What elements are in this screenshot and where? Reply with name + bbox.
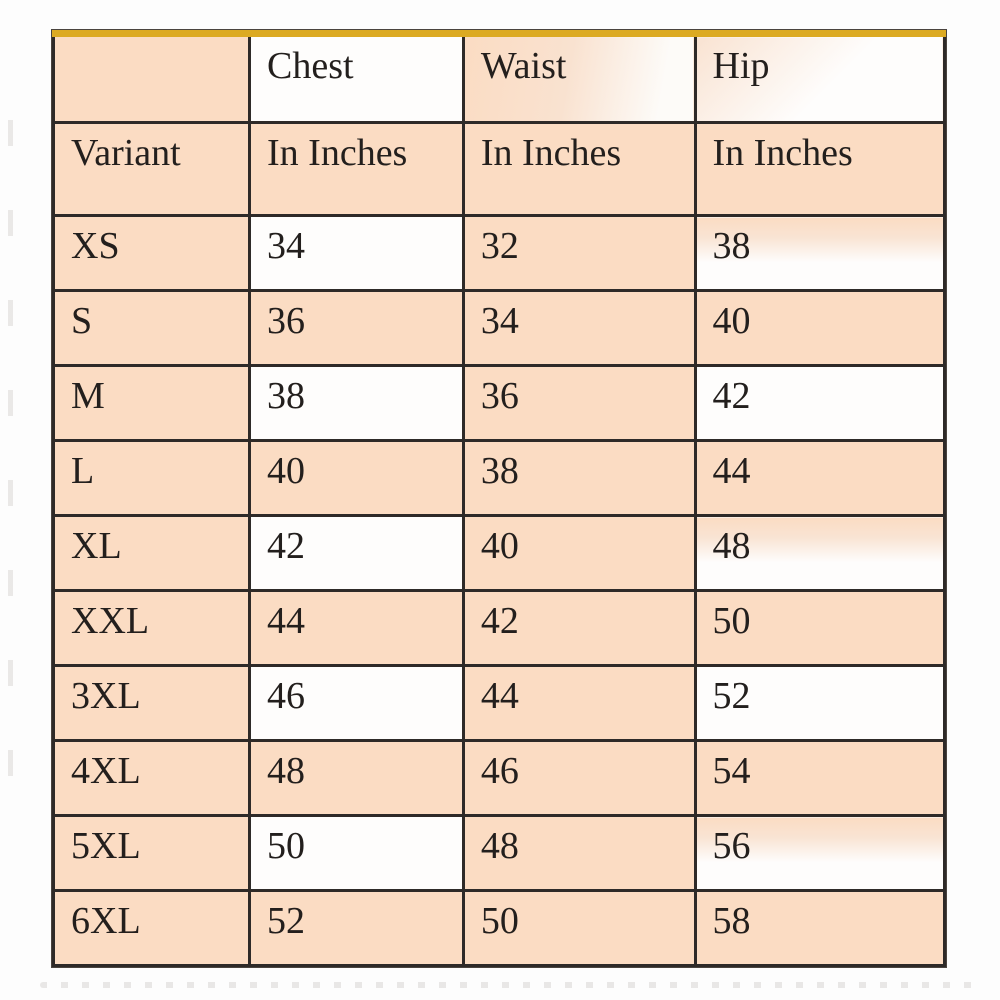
header-row-units [54, 123, 945, 216]
hip-cell: 42 [695, 366, 945, 441]
waist-cell: 34 [463, 291, 695, 366]
variant-cell: 6XL [54, 891, 250, 966]
variant-cell: S [54, 291, 250, 366]
chest-cell: 34 [250, 216, 464, 291]
hip-cell: 50 [695, 591, 945, 666]
table-row-3xl [54, 666, 945, 741]
header-variant-label: Variant [54, 123, 250, 216]
hip-cell: 56 [695, 816, 945, 891]
table-row-l [54, 441, 945, 516]
variant-cell: XXL [54, 591, 250, 666]
waist-cell: 38 [463, 441, 695, 516]
variant-cell: L [54, 441, 250, 516]
header-waist-units: In Inches [463, 123, 695, 216]
chest-cell: 40 [250, 441, 464, 516]
table-row-4xl [54, 741, 945, 816]
scan-artifact-bottom [40, 982, 980, 988]
header-chest-units: In Inches [250, 123, 464, 216]
hip-cell: 52 [695, 666, 945, 741]
waist-cell: 46 [463, 741, 695, 816]
size-chart-table [52, 30, 946, 967]
chest-cell: 44 [250, 591, 464, 666]
chest-cell: 46 [250, 666, 464, 741]
table-row-xs [54, 216, 945, 291]
chest-cell: 48 [250, 741, 464, 816]
waist-cell: 44 [463, 666, 695, 741]
table-row-s [54, 291, 945, 366]
hip-cell: 58 [695, 891, 945, 966]
waist-cell: 42 [463, 591, 695, 666]
variant-cell: 3XL [54, 666, 250, 741]
hip-cell: 54 [695, 741, 945, 816]
variant-cell: 5XL [54, 816, 250, 891]
waist-cell: 40 [463, 516, 695, 591]
variant-cell: XL [54, 516, 250, 591]
variant-cell: XS [54, 216, 250, 291]
waist-cell: 36 [463, 366, 695, 441]
table-row-6xl [54, 891, 945, 966]
hip-cell: 44 [695, 441, 945, 516]
chest-cell: 42 [250, 516, 464, 591]
hip-cell: 38 [695, 216, 945, 291]
header-hip-units: In Inches [695, 123, 945, 216]
waist-cell: 32 [463, 216, 695, 291]
header-waist: Waist [463, 34, 695, 123]
header-corner-cell [54, 34, 250, 123]
table-row-5xl [54, 816, 945, 891]
variant-cell: M [54, 366, 250, 441]
scan-artifact-left [8, 120, 13, 820]
chest-cell: 38 [250, 366, 464, 441]
hip-cell: 48 [695, 516, 945, 591]
hip-cell: 40 [695, 291, 945, 366]
header-hip: Hip [695, 34, 945, 123]
variant-cell: 4XL [54, 741, 250, 816]
waist-cell: 50 [463, 891, 695, 966]
header-row-measures [54, 34, 945, 123]
chest-cell: 36 [250, 291, 464, 366]
table-row-m [54, 366, 945, 441]
chest-cell: 52 [250, 891, 464, 966]
header-chest: Chest [250, 34, 464, 123]
chest-cell: 50 [250, 816, 464, 891]
waist-cell: 48 [463, 816, 695, 891]
table-row-xl [54, 516, 945, 591]
table-row-xxl [54, 591, 945, 666]
